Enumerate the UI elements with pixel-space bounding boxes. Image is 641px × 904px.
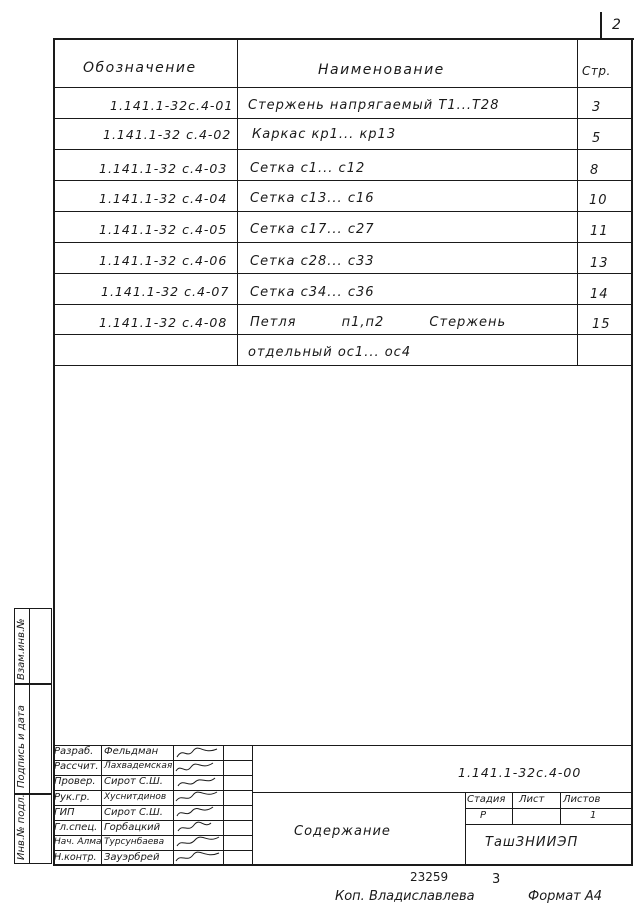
row-line bbox=[53, 118, 633, 119]
row-designation: 1.141.1-32 с.4-07 bbox=[101, 284, 230, 299]
row-page: 8 bbox=[590, 163, 600, 178]
row-designation: 1.141.1-32 с.4-05 bbox=[99, 222, 228, 237]
stage-label: Стадия bbox=[467, 794, 506, 805]
tb-v6 bbox=[512, 792, 513, 824]
signature-scribbles bbox=[173, 745, 223, 866]
header-designation: Обозначение bbox=[83, 60, 197, 76]
header-bottom-line bbox=[53, 87, 633, 88]
role-name: Зауэрбрей bbox=[104, 852, 160, 863]
role-label: Гл.спец. bbox=[54, 822, 98, 833]
role-label: Нач. Алма bbox=[54, 837, 102, 847]
side-label-sign-date: Подпись и дата bbox=[16, 705, 27, 788]
row-page: 13 bbox=[590, 256, 609, 271]
tb-v5 bbox=[465, 792, 466, 866]
row-designation: 1.141.1-32 с.4-06 bbox=[99, 253, 228, 268]
row-page: 3 bbox=[592, 100, 602, 115]
row-page: 15 bbox=[592, 317, 611, 332]
document-title: Содержание bbox=[294, 824, 391, 839]
role-label: Н.контр. bbox=[54, 852, 97, 863]
row-designation: 1.141.1-32 с.4-08 bbox=[99, 315, 228, 330]
row-page: 10 bbox=[589, 193, 608, 208]
tb-v7 bbox=[560, 792, 561, 824]
row-name: Каркас кр1... кр13 bbox=[252, 127, 397, 142]
copied-by: Коп. Владиславлева bbox=[335, 889, 475, 904]
side-stamp-divider bbox=[29, 608, 30, 864]
role-name: Сирот С.Ш. bbox=[104, 776, 163, 787]
tb-code-bottom bbox=[252, 792, 633, 793]
role-name: Лахвадемская bbox=[104, 761, 173, 771]
row-page: 5 bbox=[592, 131, 602, 146]
header-name: Наименование bbox=[318, 62, 445, 78]
tb-v4 bbox=[252, 745, 253, 866]
role-name: Фельдман bbox=[104, 746, 159, 757]
format-label: Формат А4 bbox=[528, 889, 603, 904]
role-label: Рук.гр. bbox=[54, 792, 90, 803]
row-designation: 1.141.1-32 с.4-04 bbox=[99, 191, 228, 206]
role-label: Рассчит. bbox=[54, 761, 99, 772]
role-label: Провер. bbox=[54, 776, 96, 787]
row-line bbox=[53, 149, 633, 150]
sheet-label: Лист bbox=[519, 794, 545, 805]
side-label-interchange: Взам.инв.№ bbox=[16, 618, 27, 680]
role-name: Хуснитдинов bbox=[104, 792, 167, 802]
row-designation: 1.141.1-32 с.4-03 bbox=[99, 161, 228, 176]
row-name: Сетка с17... с27 bbox=[250, 222, 375, 237]
table-bottom-line bbox=[53, 365, 633, 366]
row-name: Сетка с1... с12 bbox=[250, 161, 366, 176]
row-line bbox=[53, 242, 633, 243]
row-line bbox=[53, 304, 633, 305]
header-page: Стр. bbox=[582, 64, 611, 78]
row-page: 14 bbox=[590, 287, 609, 302]
sheet-number: 2 bbox=[612, 17, 621, 33]
row-line bbox=[53, 273, 633, 274]
document-code: 1.141.1-32с.4-00 bbox=[458, 765, 582, 780]
role-label: ГИП bbox=[54, 807, 75, 818]
stage-value: Р bbox=[480, 810, 487, 821]
row-name: Стержень напрягаемый Т1...Т28 bbox=[248, 98, 500, 113]
archive-number: 23259 bbox=[410, 870, 449, 884]
role-name: Горбацкий bbox=[104, 822, 161, 833]
row-page: 11 bbox=[590, 224, 609, 239]
row-designation: 1.141.1-32с.4-01 bbox=[110, 98, 234, 113]
role-name: Турсунбаева bbox=[104, 837, 165, 847]
organization: ТашЗНИИЭП bbox=[485, 835, 579, 850]
sheets-label: Листов bbox=[563, 794, 601, 805]
row-name: Петля п1,п2 Стержень bbox=[250, 315, 507, 330]
role-label: Разраб. bbox=[54, 746, 94, 757]
sheets-value: 1 bbox=[590, 810, 597, 821]
row-line bbox=[53, 334, 633, 335]
tb-stage-line2 bbox=[465, 824, 633, 825]
side-label-inv-orig: Инв.№ подл. bbox=[16, 794, 27, 860]
tb-stage-line1 bbox=[465, 808, 633, 809]
row-line bbox=[53, 180, 633, 181]
row-name: Сетка с34... с36 bbox=[250, 285, 375, 300]
page-mark: 3 bbox=[492, 872, 501, 887]
role-name: Сирот С.Ш. bbox=[104, 807, 163, 818]
row-name: Сетка с13... с16 bbox=[250, 191, 375, 206]
row-name: Сетка с28... с33 bbox=[250, 254, 375, 269]
row-name: отдельный ос1... ос4 bbox=[248, 345, 412, 360]
row-line bbox=[53, 211, 633, 212]
row-designation: 1.141.1-32 с.4-02 bbox=[103, 127, 232, 142]
